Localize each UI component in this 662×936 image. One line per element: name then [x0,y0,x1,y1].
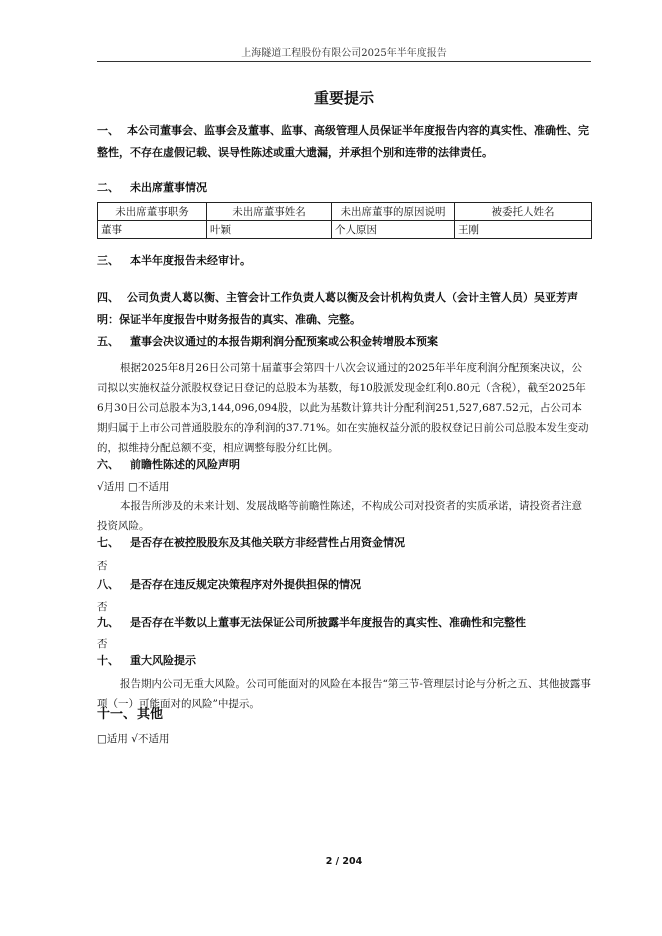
section-7-title: 是否存在被控股股东及其他关联方非经营性占用资金情况 [130,536,405,549]
table-header-row [98,203,592,221]
table-row [98,221,592,239]
section-7-heading [97,532,591,554]
table-cell: 叶颖 [207,221,332,239]
section-8-answer: 否 [97,601,108,613]
section-11-title: 其他 [137,707,164,722]
absent-directors-table [97,202,592,239]
page-number: 2 / 204 [325,856,363,867]
table-cell: 王刚 [455,221,592,239]
section-5-heading [97,331,591,353]
section-6-number: 六、 [97,458,119,471]
table-cell: 董事 [98,221,207,239]
table-cell: 个人原因 [332,221,455,239]
section-9-answer: 否 [97,638,108,650]
section-9-heading [97,612,591,634]
section-10-heading [97,650,591,672]
table-header-cell: 未出席董事职务 [98,203,207,221]
section-1-number: 一、 [97,124,119,137]
section-1 [97,120,591,164]
absent-directors-table-wrap [97,202,591,239]
section-2-title: 未出席董事情况 [130,181,207,194]
table-header-cell: 未出席董事姓名 [207,203,332,221]
section-10-body: 报告期内公司无重大风险。公司可能面对的风险在本报告“第三节-管理层讨论与分析之五、其他披露事项（一）可能面对的风险”中提示。 [97,678,591,710]
section-2-heading [97,177,591,199]
section-10-title: 重大风险提示 [130,654,196,667]
section-5-number: 五、 [97,335,119,348]
section-3 [97,250,591,272]
section-8-title: 是否存在违反规定决策程序对外提供担保的情况 [130,578,361,591]
header-divider [97,61,591,62]
section-2-number: 二、 [97,181,119,194]
section-11-heading [97,704,591,726]
section-4 [97,287,591,331]
section-1-text: 本公司董事会、监事会及董事、监事、高级管理人员保证半年度报告内容的真实性、准确性、完整性，不存在虚假记载、误导性陈述或重大遗漏，并承担个别和连带的法律责任。 [97,124,589,159]
section-7-answer: 否 [97,560,108,572]
section-9-number: 九、 [97,616,119,629]
section-8-number: 八、 [97,578,119,591]
section-4-text: 公司负责人葛以衡、主管会计工作负责人葛以衡及会计机构负责人（会计主管人员）吴亚芳声明：保证半年度报告中财务报告的真实、准确、完整。 [97,291,578,326]
section-4-number: 四、 [97,291,119,304]
section-6-title: 前瞻性陈述的风险声明 [130,458,240,471]
table-header-cell: 被委托人姓名 [455,203,592,221]
section-9-title: 是否存在半数以上董事无法保证公司所披露半年度报告的真实性、准确性和完整性 [130,616,526,629]
section-6-body: 本报告所涉及的未来计划、发展战略等前瞻性陈述，不构成公司对投资者的实质承诺，请投资者注意投资风险。 [97,500,582,532]
section-8-heading [97,574,591,596]
table-header-cell: 未出席董事的原因说明 [332,203,455,221]
section-6-heading [97,454,591,476]
page-title: 重要提示 [313,89,374,107]
section-5-title: 董事会决议通过的本报告期利润分配预案或公积金转增股本预案 [130,335,438,348]
section-10-number: 十、 [97,654,119,667]
section-11-applicability: □适用 √不适用 [97,733,170,745]
section-3-text: 本半年度报告未经审计。 [130,254,251,267]
section-7-number: 七、 [97,536,119,549]
section-11-number: 十一、 [97,707,137,722]
running-header: 上海隧道工程股份有限公司2025年半年度报告 [241,48,447,59]
section-5-body: 根据2025年8月26日公司第十届董事会第四十八次会议通过的2025年半年度利润分配预案决议，公司拟以实施权益分派股权登记日登记的总股本为基数，每10股派发现金红利0.80元（含税），截至2025年6月30日公司总股本为3,144,096,094股，以此为基数计算共计分配利润251,527,687.52元，占公司本期归属于上市公司普通股股东的净利润的37.71%。如在实施权益分派的股权登记日前公司总股本发生变动的，拟维持分配总额不变，相应调整每股分红比例。 [97,362,589,454]
section-6-applicability: √适用 □不适用 [97,481,170,493]
section-3-number: 三、 [97,254,119,267]
